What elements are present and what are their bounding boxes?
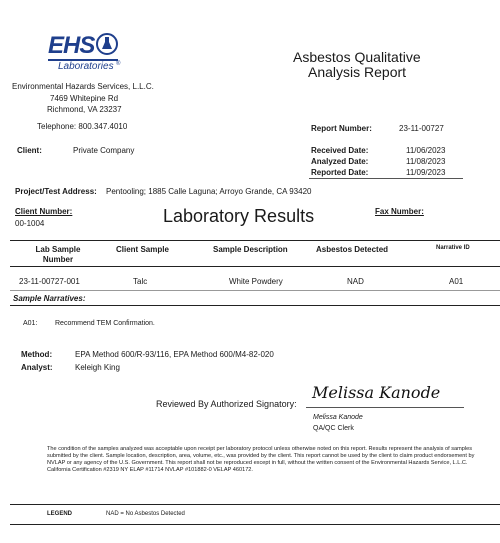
section-title: Laboratory Results [163,206,315,226]
disclaimer: The condition of the samples analyzed was acceptable upon receipt per laboratory protocol unless otherwise noted on this report. Results represent the analysis of samples submitted by the client. Sample location, description, area, volume, etc., was provided by the client. This report cannot be used by the client to claim product endorsement by NVLAP or any agency of the U.S. Government. This report shall not be reproduced except in full, without the written consent of the Environmental Hazards Service, L.L.C. California Certification #2319 NY ELAP #11714 NVLAP #101882-0 VELAP 460172. [47,446,475,473]
signatory-label: Reviewed By Authorized Signatory: [156,399,297,409]
report-number-label: Report Number: [311,124,372,133]
reported-date-label: Reported Date: [311,168,369,177]
analyzed-date-label: Analyzed Date: [311,157,369,166]
lab-telephone: Telephone: 800.347.4010 [37,122,128,131]
col-header-description: Sample Description [213,245,288,254]
signatory-title: QA/QC Clerk [313,425,354,432]
table-header-rule [10,266,500,267]
narratives-rule [10,305,500,306]
col-header-client-sample: Client Sample [116,245,169,254]
method-value: EPA Method 600/R-93/116, EPA Method 600/M4-82-020 [75,350,274,359]
lab-city: Richmond, VA 23237 [47,105,122,114]
table-top-rule [10,240,500,241]
project-label: Project/Test Address: [15,187,97,196]
legend-label: LEGEND [47,511,73,517]
logo-trademark: ® [116,61,121,67]
cell-lab-sample: 23-11-00727-001 [19,277,80,286]
col-header-lab-sample-text: Lab Sample Number [35,245,81,264]
fax-label: Fax Number: [375,207,424,216]
method-label: Method: [21,350,53,359]
lab-street: 7469 Whitepine Rd [50,94,119,103]
client-value: Private Company [73,146,135,155]
report-number: 23-11-00727 [399,124,444,133]
project-value: Pentooling; 1885 Calle Laguna; Arroyo Grande, CA 93420 [106,187,312,196]
legend-top-rule [10,504,500,505]
signature-line [306,407,464,408]
analyzed-date: 11/08/2023 [406,157,446,166]
legend-value: NAD = No Asbestos Detected [106,511,185,517]
client-number: 00-1004 [15,219,45,228]
report-title-line2: Analysis Report [308,64,407,80]
col-header-asbestos: Asbestos Detected [316,245,389,254]
col-header-lab-sample [28,245,88,265]
client-number-label: Client Number: [15,207,73,216]
analyst-value: Keleigh King [75,363,120,372]
lab-name: Environmental Hazards Services, L.L.C. [12,82,154,91]
analyst-label: Analyst: [21,363,53,372]
cell-client-sample: Talc [133,277,148,286]
table-row-rule [10,290,500,291]
logo-brand: EHS [48,32,95,59]
meta-divider [309,178,463,179]
narrative-id: A01: [23,320,38,327]
flask-icon [96,32,118,56]
logo-subtitle: Laboratories [58,61,114,72]
ehs-logo [44,28,122,74]
received-date-label: Received Date: [311,146,369,155]
narrative-text: Recommend TEM Confirmation. [55,320,155,327]
narratives-label: Sample Narratives: [13,294,86,303]
signatory-name: Melissa Kanode [313,414,363,421]
col-header-narrative: Narrative ID [436,245,470,251]
client-label: Client: [17,146,42,155]
cell-narrative: A01 [449,277,464,286]
cell-description: White Powdery [229,277,283,286]
received-date: 11/06/2023 [406,146,446,155]
signature: Melissa Kanode [312,383,441,402]
report-title-line1: Asbestos Qualitative [293,49,421,65]
cell-asbestos: NAD [347,277,364,286]
legend-bottom-rule [10,524,500,525]
reported-date: 11/09/2023 [406,168,446,177]
